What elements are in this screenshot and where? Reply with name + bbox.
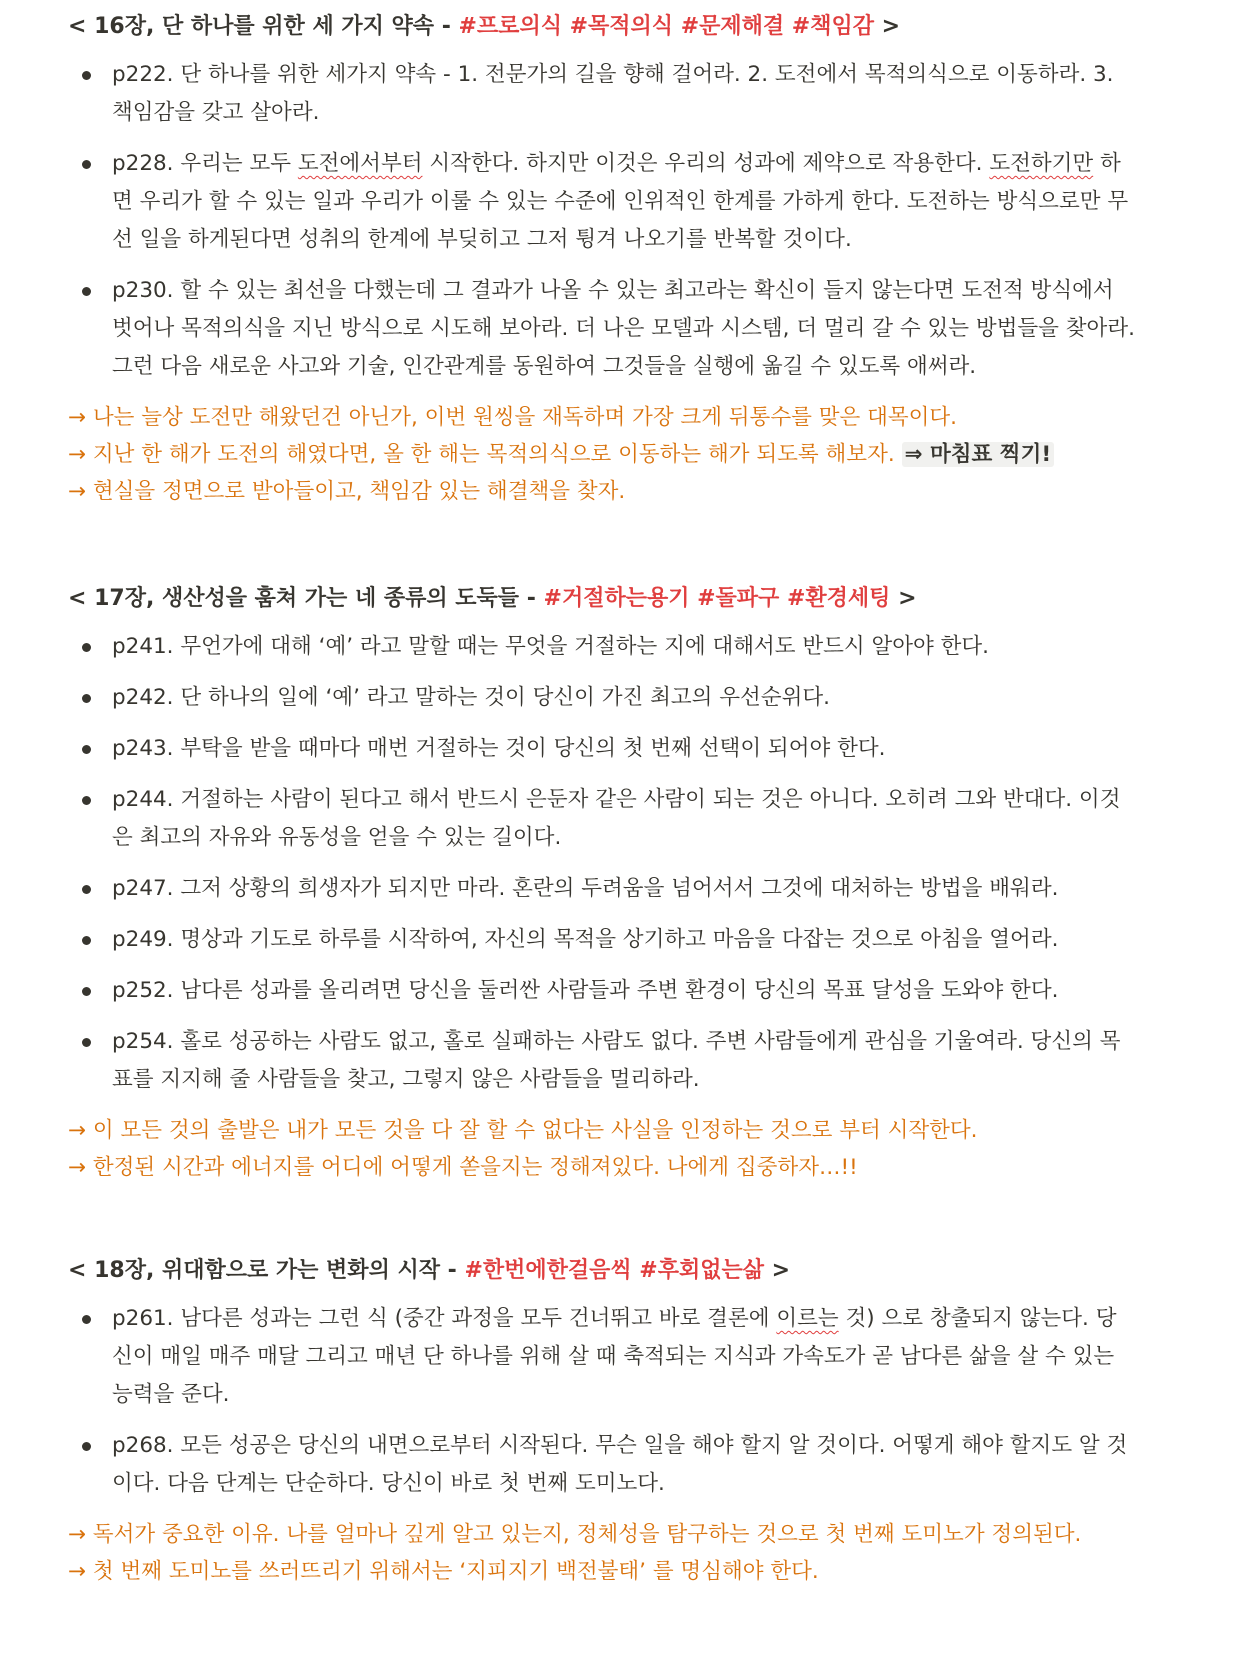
list-item xyxy=(68,870,1188,908)
list-item xyxy=(68,730,1188,768)
line: p247. 그저 상황의 희생자가 되지만 마라. 혼란의 두려움을 넘어서서 그것에 대처하는 방법을 배워라. xyxy=(112,876,1059,901)
line: p241. 무언가에 대해 ‘예’ 라고 말할 때는 무엇을 거절하는 지에 대해서도 반드시 알아야 한다. xyxy=(112,634,990,659)
line: p244. 거절하는 사람이 된다고 해서 반드시 은둔자 같은 사람이 되는 것은 아니다. 오히려 그와 반대다. 이것 xyxy=(112,787,1121,812)
note-line: → 현실을 정면으로 받아들이고, 책임감 있는 해결책을 찾자. xyxy=(68,479,626,504)
note-line: → 이 모든 것의 출발은 내가 모든 것을 다 잘 할 수 없다는 사실을 인정하는 것으로 부터 시작한다. xyxy=(68,1118,978,1143)
list-item xyxy=(68,781,1188,857)
line: 그런 다음 새로운 사고와 기술, 인간관계를 동원하여 그것들을 실행에 옮길 수 있도록 애써라. xyxy=(112,354,977,379)
line: p252. 남다른 성과를 올리려면 당신을 둘러싼 사람들과 주변 환경이 당신의 목표 달성을 도와야 한다. xyxy=(112,978,1059,1003)
note-line: → 나는 늘상 도전만 해왔던건 아닌가, 이번 원씽을 재독하며 가장 크게 뒤통수를 맞은 대목이다. xyxy=(68,405,957,430)
note-line xyxy=(68,436,1188,473)
highlight-text: ⇒ 마침표 찍기! xyxy=(902,442,1055,467)
heading-suffix: > xyxy=(764,1258,791,1283)
section-chapter-18 xyxy=(68,1252,1188,1590)
line: 책임감을 갖고 살아라. xyxy=(112,100,320,125)
line: 신이 매일 매주 매달 그리고 매년 단 하나를 위해 살 때 축적되는 지식과 가속도가 곧 남다른 삶을 살 수 있는 xyxy=(112,1344,1115,1369)
line xyxy=(112,145,1188,183)
note-line: → 첫 번째 도미노를 쓰러뜨리기 위해서는 ‘지피지기 백전불태’ 를 명심해야 한다. xyxy=(68,1559,819,1584)
list-item xyxy=(68,679,1188,717)
line: p230. 할 수 있는 최선을 다했는데 그 결과가 나올 수 있는 최고라는 확신이 들지 않는다면 도전적 방식에서 xyxy=(112,278,1114,303)
list-item xyxy=(68,972,1188,1010)
list-item xyxy=(68,1023,1188,1099)
section-heading xyxy=(68,1252,1188,1290)
line xyxy=(112,1300,1188,1338)
heading-tags: #프로의식 #목적의식 #문제해결 #책임감 xyxy=(458,14,874,39)
text-segment: 하 xyxy=(1093,151,1121,176)
list-item xyxy=(68,145,1188,259)
line: 면 우리가 할 수 있는 일과 우리가 이룰 수 있는 수준에 인위적인 한계를 가하게 한다. 도전하는 방식으로만 무 xyxy=(112,189,1129,214)
line: p222. 단 하나를 위한 세가지 약속 - 1. 전문가의 길을 향해 걸어라. 2. 도전에서 목적의식으로 이동하라. 3. xyxy=(112,62,1114,87)
section-chapter-17 xyxy=(68,580,1188,1186)
list-item xyxy=(68,921,1188,959)
line: 선 일을 하게된다면 성취의 한계에 부딪히고 그저 튕겨 나오기를 반복할 것이다. xyxy=(112,227,852,252)
list-item xyxy=(68,628,1188,666)
notes xyxy=(68,1112,1188,1186)
section-chapter-16 xyxy=(68,8,1188,510)
spellcheck-word[interactable]: 도전에서부터 xyxy=(297,151,423,176)
heading-tags: #한번에한걸음씩 #후회없는삶 xyxy=(464,1258,764,1283)
note-text: → 지난 한 해가 도전의 해였다면, 올 한 해는 목적의식으로 이동하는 해가 되도록 해보자. xyxy=(68,442,902,467)
list-item xyxy=(68,1427,1188,1503)
notes xyxy=(68,399,1188,510)
line: 은 최고의 자유와 유동성을 얻을 수 있는 길이다. xyxy=(112,825,562,850)
heading-prefix: < 17장, 생산성을 훔쳐 가는 네 종류의 도둑들 - xyxy=(68,586,544,611)
section-heading xyxy=(68,580,1188,618)
line: 이다. 다음 단계는 단순하다. 당신이 바로 첫 번째 도미노다. xyxy=(112,1471,665,1496)
text-segment: p228. 우리는 모두 xyxy=(112,151,298,176)
spellcheck-word[interactable]: 도전하기만 xyxy=(989,151,1094,176)
list-item xyxy=(68,56,1188,132)
heading-prefix: < 18장, 위대함으로 가는 변화의 시작 - xyxy=(68,1258,465,1283)
list-item xyxy=(68,1300,1188,1414)
note-line: → 한정된 시간과 에너지를 어디에 어떻게 쏟을지는 정해져있다. 나에게 집중하자…!! xyxy=(68,1155,858,1180)
bullet-list xyxy=(68,628,1188,1099)
line: p242. 단 하나의 일에 ‘예’ 라고 말하는 것이 당신이 가진 최고의 우선순위다. xyxy=(112,685,830,710)
heading-prefix: < 16장, 단 하나를 위한 세 가지 약속 - xyxy=(68,14,459,39)
line: p243. 부탁을 받을 때마다 매번 거절하는 것이 당신의 첫 번째 선택이 되어야 한다. xyxy=(112,736,886,761)
text-segment: 시작한다. 하지만 이것은 우리의 성과에 제약으로 작용한다. xyxy=(422,151,990,176)
text-segment: p261. 남다른 성과는 그런 식 (중간 과정을 모두 건너뛰고 바로 결론에 xyxy=(112,1306,777,1331)
text-segment: 것) 으로 창출되지 않는다. 당 xyxy=(838,1306,1117,1331)
spellcheck-word[interactable]: 이르는 xyxy=(776,1306,839,1331)
heading-tags: #거절하는용기 #돌파구 #환경세팅 xyxy=(543,586,891,611)
line: p249. 명상과 기도로 하루를 시작하여, 자신의 목적을 상기하고 마음을 다잡는 것으로 아침을 열어라. xyxy=(112,927,1059,952)
note-line: → 독서가 중요한 이유. 나를 얼마나 깊게 알고 있는지, 정체성을 탐구하는 것으로 첫 번째 도미노가 정의된다. xyxy=(68,1522,1082,1547)
section-heading xyxy=(68,8,1188,46)
notes xyxy=(68,1516,1188,1590)
line: 능력을 준다. xyxy=(112,1382,230,1407)
bullet-list xyxy=(68,1300,1188,1503)
line: p268. 모든 성공은 당신의 내면으로부터 시작된다. 무슨 일을 해야 할지 알 것이다. 어떻게 해야 할지도 알 것 xyxy=(112,1433,1128,1458)
line: 표를 지지해 줄 사람들을 찾고, 그렇지 않은 사람들을 멀리하라. xyxy=(112,1067,700,1092)
bullet-list xyxy=(68,56,1188,386)
line: 벗어나 목적의식을 지닌 방식으로 시도해 보아라. 더 나은 모델과 시스템, 더 멀리 갈 수 있는 방법들을 찾아라. xyxy=(112,316,1135,341)
heading-suffix: > xyxy=(874,14,901,39)
list-item xyxy=(68,272,1188,386)
heading-suffix: > xyxy=(890,586,917,611)
line: p254. 홀로 성공하는 사람도 없고, 홀로 실패하는 사람도 없다. 주변 사람들에게 관심을 기울여라. 당신의 목 xyxy=(112,1029,1121,1054)
